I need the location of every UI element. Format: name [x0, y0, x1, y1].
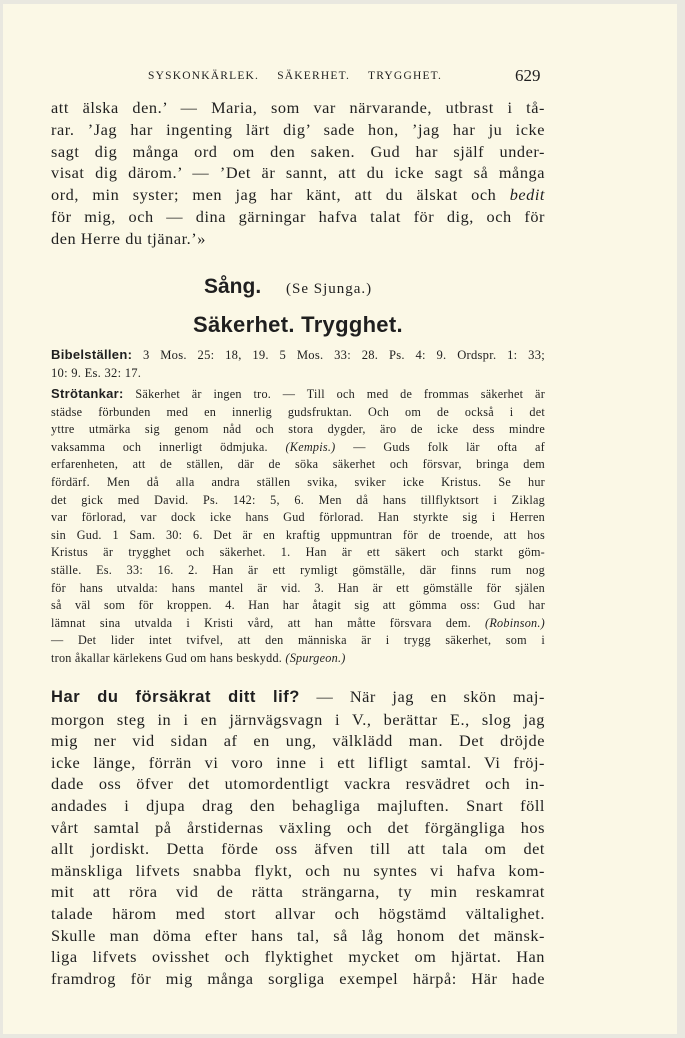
text-line: dade oss öfver det utomordentligt vackra resvädret och in- — [51, 774, 545, 794]
story-paragraph — [51, 686, 545, 989]
text-line: det gick med David. Ps. 142: 5, 6. Men då hans tillflyktsort i Ziklag — [51, 492, 545, 507]
text-line: rar. ’Jag har ingenting lärt dig’ sade hon, ’jag har ju icke — [51, 119, 545, 139]
running-header-part: TRYGGHET. — [367, 70, 443, 82]
text-line: var förlorad, var dock icke hans Gud förlorad. Han styrkte sig i Herren — [51, 510, 545, 525]
bibelstallen-label: Bibelställen: — [51, 347, 133, 362]
strotankar-label: Strötankar: — [51, 386, 124, 401]
attribution: (Robinson.) — [485, 615, 545, 630]
sang-heading: Sång. — [204, 275, 262, 298]
text-line: andades i djupa drag den behagliga majluften. Snart föll — [51, 795, 545, 815]
text-line: ord, min syster; men jag har känt, att du älskat och bedit — [51, 185, 545, 205]
text-line: Bibelställen: 3 Mos. 25: 18, 19. 5 Mos. 33: 28. Ps. 4: 9. Ordspr. 1: 33; — [51, 347, 545, 362]
text-line: lämnat sina utvalda i Kristi vård, att han måtte försvara dem. (Robinson.) — [51, 615, 545, 630]
text-line: städse förbunden med en innerlig gudsfruktan. Och om de också i det — [51, 404, 545, 419]
running-header-part: SÄKERHET. — [277, 70, 351, 82]
text-line: Kristus är trygghet och säkerhet. 1. Han är ett säkert och starkt göm- — [51, 545, 545, 560]
text-line: liga lifvets ovisshet och flyktighet mycket om hjärtat. Han — [51, 947, 545, 967]
text-line: yttre utmärka sig genom nåd och stora dygder, äro de icke dess mindre — [51, 422, 545, 437]
text-line: icke länge, förrän vi voro inne i ett lifligt samtal. Vi fröj- — [51, 752, 545, 772]
running-header — [148, 70, 548, 82]
intro-paragraph — [51, 97, 545, 250]
text-line: så väl som för kroppen. 4. Han har åtagit sig att gömma oss: Gud har — [51, 598, 545, 613]
text-line: talade härom med stort allvar och högstämd vältalighet. — [51, 903, 545, 923]
text-line: Strötankar: Säkerhet är ingen tro. — Till och med de frommas säkerhet är — [51, 386, 546, 401]
story-lead: Har du försäkrat ditt lif? — [51, 688, 300, 706]
text-line: erfarenheten, att de ställen, där de söka säkerhet och försvar, bringa dem — [51, 457, 545, 472]
text-line: mänskliga lifvets snabba flykt, och nu syntes vi hafva kom- — [51, 860, 545, 880]
page-number: 629 — [515, 66, 541, 85]
text-line: den Herre du tjänar.’» — [51, 228, 206, 248]
text-line: tron åkallar kärlekens Gud om hans beskydd. (Spurgeon.) — [51, 650, 346, 665]
text-line: mig ner vid sidan af en ung, välklädd man. Det dröjde — [51, 731, 545, 751]
text-line: vaksamma och innerligt ödmjuka. (Kempis.) — Guds folk lär ofta af — [51, 439, 545, 454]
running-header-part: SYSKONKÄRLEK. — [148, 70, 260, 82]
text-line: mit att röra vid de rätta strängarna, ty min reskamrat — [51, 882, 545, 902]
text-line: fördärf. Men då alla andra ställen svika, sviker icke Kristus. Se hur — [51, 474, 545, 489]
text-line: Har du försäkrat ditt lif? — När jag en skön maj- — [51, 687, 545, 706]
attribution: (Kempis.) — [285, 439, 336, 454]
text-line: morgon steg in i en järnvägsvagn i V., berättar E., slog jag — [51, 709, 545, 729]
text-line: sagt dig många ord om den saken. Gud har själf under- — [51, 141, 545, 161]
text-line: allt jordiskt. Detta förde oss äfven till att tala om det — [51, 839, 545, 859]
sang-reference: (Se Sjunga.) — [286, 281, 373, 297]
section-title: Säkerhet. Trygghet. — [193, 312, 403, 337]
text-line: att älska den.’ — Maria, som var närvarande, utbrast i tå- — [51, 98, 545, 117]
text-line: — Det lider intet tvifvel, att den människa är i trygg säkerhet, som i — [51, 633, 545, 648]
text-line: framdrog för mig många sorgliga exempel härpå: Här hade — [51, 968, 545, 988]
text-line: 10: 9. Es. 32: 17. — [51, 366, 142, 380]
text-line: för hans utvalda: hans mantel är vid. 3. Han är ett gömställe för själen — [51, 580, 545, 595]
text-line: ställe. Es. 33: 16. 2. Han är ett rymligt gömställe, där finns rum nog — [51, 562, 545, 577]
text-line: visat dig därom.’ — ’Det är sannt, att du icke sagt så många — [51, 163, 545, 183]
attribution: (Spurgeon.) — [285, 650, 346, 665]
text-line: Skulle man döma efter hans tal, så låg honom det mänsk- — [51, 925, 545, 945]
text-line: vårt samtal på årstidernas växling och det förgängliga hos — [51, 817, 545, 837]
text-line: för mig, och — dina gärningar hafva talat för dig, och för — [51, 206, 545, 226]
text-line: sin Gud. 1 Sam. 30: 6. Det är en kraftig uppmuntran för de troende, att hos — [51, 527, 545, 542]
bibelstallen-block — [51, 346, 545, 382]
strotankar-block — [51, 385, 545, 668]
italic-word: bedit — [509, 185, 545, 205]
